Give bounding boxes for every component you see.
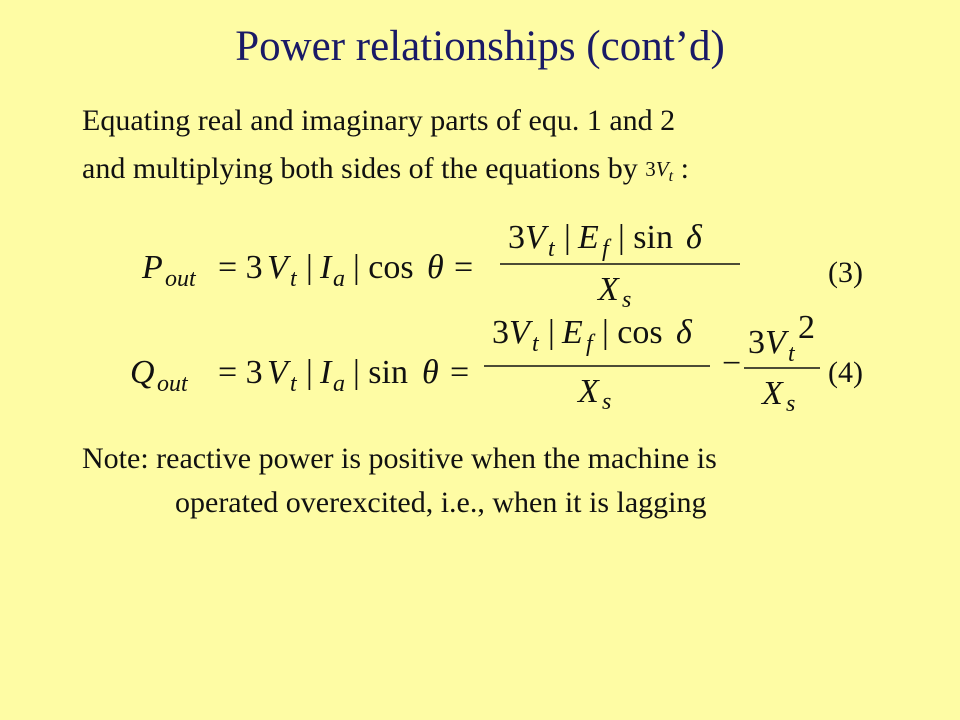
svg-text:| sin: | sin: [353, 354, 408, 391]
slide-title: Power relationships (cont’d): [235, 23, 725, 70]
intro-line-1: Equating real and imaginary parts of equ. 1 and 2: [82, 104, 676, 137]
note-label: Note:: [82, 442, 149, 475]
equation-3: [130, 205, 770, 310]
svg-text:2: 2: [798, 310, 815, 346]
svg-text:= 3: = 3: [218, 354, 263, 391]
svg-text:t: t: [788, 341, 795, 367]
svg-text:V: V: [525, 219, 546, 256]
svg-text:| cos: | cos: [353, 249, 414, 286]
svg-text:θ: θ: [427, 249, 444, 286]
svg-text:P: P: [142, 249, 163, 286]
svg-text:3: 3: [748, 324, 765, 361]
svg-text:s: s: [622, 287, 632, 310]
svg-text:I: I: [320, 249, 332, 286]
svg-text:out: out: [157, 371, 188, 397]
inline-3vt-math: $3V_t$: [645, 157, 674, 186]
svg-text:X: X: [762, 375, 783, 412]
svg-text:|: |: [548, 314, 555, 351]
svg-text:3: 3: [492, 314, 509, 351]
svg-text:δ: δ: [686, 219, 702, 256]
svg-text:| sin: | sin: [618, 219, 673, 256]
svg-text:V: V: [267, 249, 288, 286]
svg-text:a: a: [333, 266, 345, 292]
svg-text:=: =: [454, 249, 474, 286]
note-line-2: operated overexcited, i.e., when it is lagging: [175, 486, 707, 519]
svg-text:V: V: [509, 314, 530, 351]
svg-text:|: |: [564, 219, 571, 256]
svg-text:f: f: [602, 236, 609, 262]
svg-text:t: t: [532, 331, 539, 357]
svg-text:3: 3: [508, 219, 525, 256]
equation-3-number: (3): [828, 256, 863, 289]
svg-text:=: =: [450, 354, 470, 391]
svg-text:|: |: [306, 354, 313, 391]
note-line-1: [82, 442, 717, 476]
svg-text:E: E: [562, 314, 583, 351]
svg-text:−: −: [722, 345, 742, 382]
note-text-1: reactive power is positive when the machine is: [156, 442, 717, 475]
svg-text:t: t: [290, 371, 297, 397]
svg-text:X: X: [578, 373, 599, 410]
svg-text:|: |: [306, 249, 313, 286]
svg-text:= 3: = 3: [218, 249, 263, 286]
svg-text:s: s: [602, 389, 612, 415]
svg-text:t: t: [548, 236, 555, 262]
svg-text:out: out: [165, 266, 196, 292]
intro-line-2-text: and multiplying both sides of the equations by: [82, 152, 638, 185]
svg-text:E: E: [578, 219, 599, 256]
svg-text:X: X: [598, 271, 619, 308]
svg-text:a: a: [333, 371, 345, 397]
intro-line-2-colon: :: [680, 152, 689, 185]
svg-text:δ: δ: [676, 314, 692, 351]
svg-text:V: V: [267, 354, 288, 391]
svg-text:Q: Q: [130, 354, 155, 391]
svg-text:f: f: [586, 331, 593, 357]
equation-4-number: (4): [828, 356, 863, 389]
svg-text:| cos: | cos: [602, 314, 663, 351]
equation-4: [130, 310, 830, 415]
svg-text:θ: θ: [422, 354, 439, 391]
svg-text:s: s: [786, 391, 796, 415]
svg-text:t: t: [290, 266, 297, 292]
svg-text:V: V: [765, 324, 786, 361]
svg-text:I: I: [320, 354, 332, 391]
intro-line-2: [82, 152, 689, 188]
